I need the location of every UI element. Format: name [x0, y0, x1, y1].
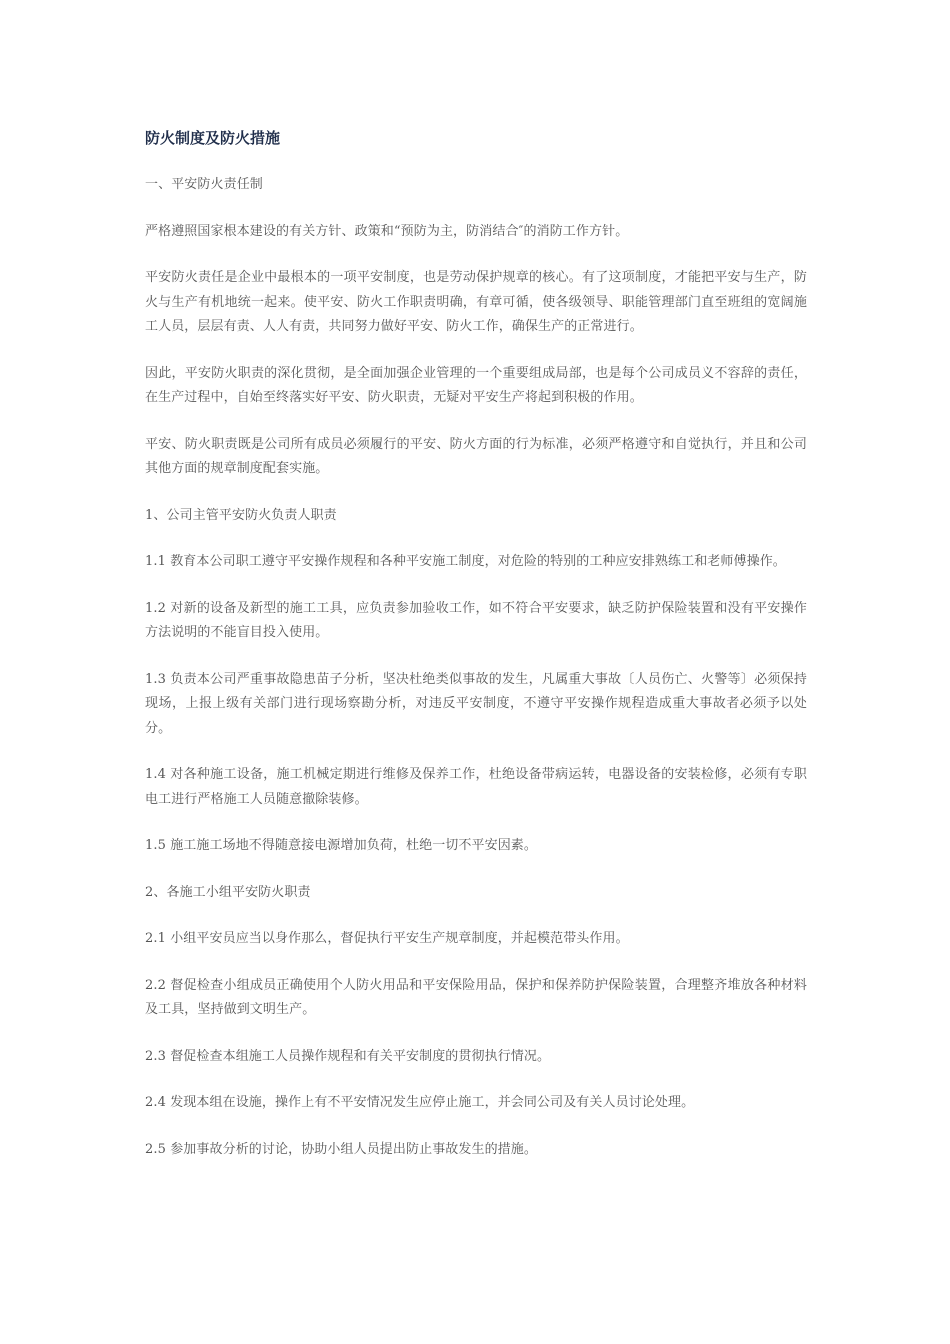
list-item: 1.5 施工施工场地不得随意接电源增加负荷，杜绝一切不平安因素。: [145, 838, 538, 853]
list-item: 2.2 督促检查小组成员正确使用个人防火用品和平安保险用品，保护和保养防护保险装置，合理整齐堆放各种材料及工具，坚持做到文明生产。: [145, 977, 807, 1017]
paragraph: 平安、防火职责既是公司所有成员必须履行的平安、防火方面的行为标准，必须严格遵守和自觉执行，并且和公司其他方面的规章制度配套实施。: [145, 436, 807, 476]
list-item: 2.5 参加事故分析的讨论，协助小组人员提出防止事故发生的措施。: [145, 1141, 538, 1157]
document-title: 防火制度及防火措施: [145, 129, 281, 147]
list-item: 1.1 教育本公司职工遵守平安操作规程和各种平安施工制度，对危险的特别的工种应安排熟练工和老师傅操作。: [145, 554, 786, 569]
list-item: 2.3 督促检查本组施工人员操作规程和有关平安制度的贯彻执行情况。: [145, 1048, 551, 1064]
paragraph: 严格遵照国家根本建设的有关方针、政策和“预防为主，防消结合″的消防工作方针。: [145, 223, 629, 239]
subsection-heading: 1、公司主管平安防火负责人职责: [145, 507, 337, 523]
section-heading: 一、平安防火责任制: [145, 177, 263, 192]
list-item: 1.4 对各种施工设备，施工机械定期进行维修及保养工作，杜绝设备带病运转，电器设备的安装检修，必须有专职电工进行严格施工人员随意撤除装修。: [145, 767, 807, 807]
document-page: [145, 126, 807, 1184]
paragraph: 因此，平安防火职责的深化贯彻，是全面加强企业管理的一个重要组成局部，也是每个公司成员义不容辞的责任，在生产过程中，自始至终落实好平安、防火职责，无疑对平安生产将起到积极的作用。: [145, 365, 807, 405]
paragraph: 平安防火责任是企业中最根本的一项平安制度，也是劳动保护规章的核心。有了这项制度，才能把平安与生产，防火与生产有机地统一起来。使平安、防火工作职责明确，有章可循，使各级领导、职能管理部门直至班组的宽阔施工人员，层层有责、人人有责，共同努力做好平安、防火工作，确保生产的正常进行。: [145, 270, 807, 334]
list-item: 2.1 小组平安员应当以身作那么，督促执行平安生产规章制度，并起模范带头作用。: [145, 931, 629, 946]
subsection-heading: 2、各施工小组平安防火职责: [145, 884, 311, 900]
list-item: 1.3 负责本公司严重事故隐患苗子分析，坚决杜绝类似事故的发生，凡属重大事故〔人员伤亡、火警等〕必须保持现场，上报上级有关部门进行现场察勘分析，对违反平安制度，不遵守平安操作规程造成重大事故者必须予以处分。: [145, 671, 807, 736]
list-item: 2.4 发现本组在设施，操作上有不平安情况发生应停止施工，并会同公司及有关人员讨论处理。: [145, 1095, 695, 1110]
list-item: 1.2 对新的设备及新型的施工工具，应负责参加验收工作，如不符合平安要求，缺乏防护保险装置和没有平安操作方法说明的不能盲目投入使用。: [145, 600, 807, 640]
